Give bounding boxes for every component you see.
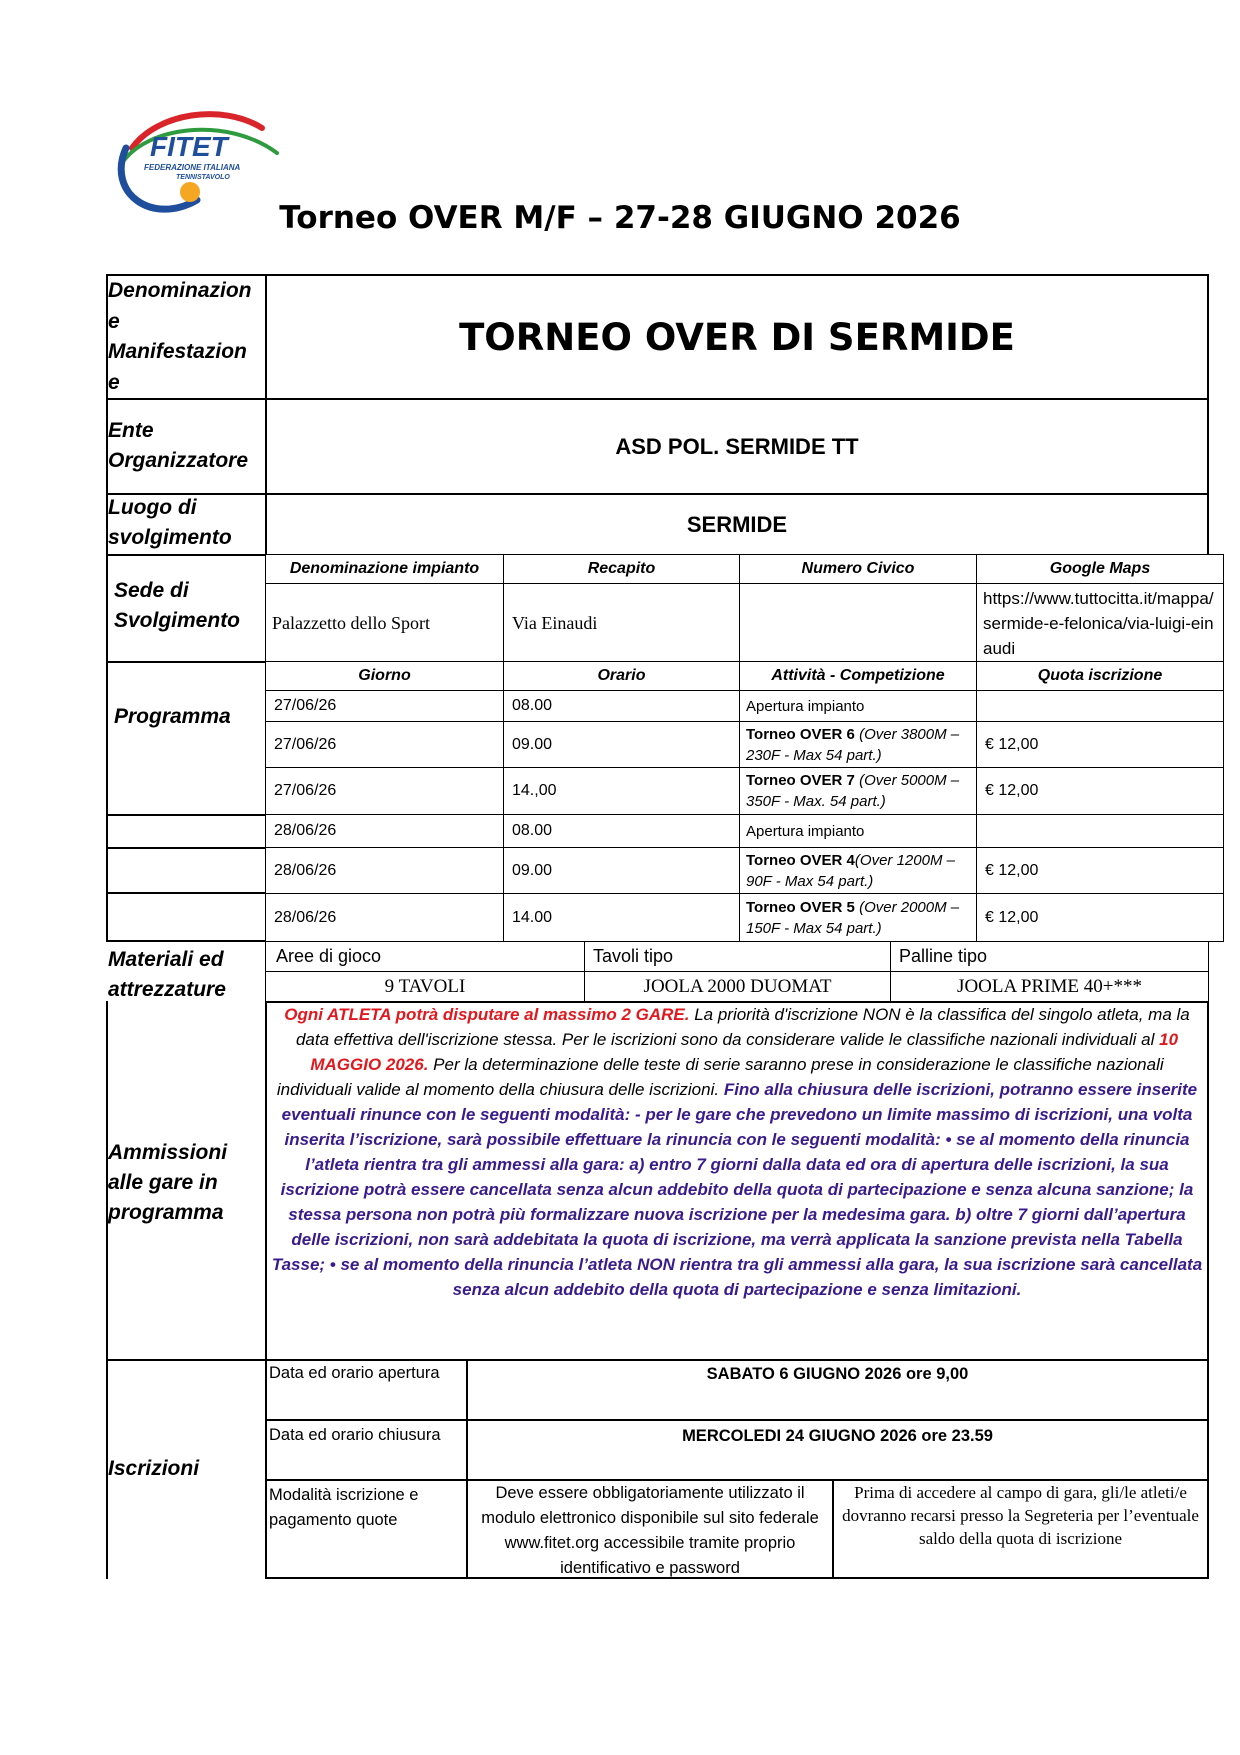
luogo-label: Luogo di svolgimento	[108, 496, 232, 549]
materiali-header-palline: Palline tipo	[890, 941, 1209, 972]
luogo-value-cell	[265, 493, 1209, 556]
iscrizioni-modalita-label: Modalità iscrizione e pagamento quote	[265, 1479, 468, 1579]
programma-row-0-fee	[976, 690, 1224, 722]
organizer-name: ASD POL. SERMIDE TT	[615, 433, 859, 459]
ammissioni-rinunce: Fino alla chiusura delle iscrizioni, potranno essere inserite eventuali rinunce con le seguenti modalità: - per le gare che prevedono un limite massimo di iscrizioni, una volta inserita l’iscrizione, sarà possibile effettuare la rinuncia con le seguenti modalità: • se al momento della rinuncia l’atleta rientra tra gli ammessi alla gara: a) entro 7 giorni dalla data ed ora di apertura delle iscrizioni, la sua iscrizione potrà essere cancellata senza alcun addebito della quota di partecipazione e senza alcuna sanzione; la stessa persona non potrà più formalizzare nuova iscrizione per la medesima gara. b) oltre 7 giorni dall’apertura delle iscrizioni, non sarà addebitata la quota di iscrizione, ma verrà applicata la sanzione prevista nella Tabella Tasse; • se al momento della rinuncia l’atleta NON rientra tra gli ammessi alla gara, la sua iscrizione sarà cancellata senza alcun addebito della quota di partecipazione e senza limitazioni.	[271, 1080, 1203, 1299]
programma-row-1-fee: € 12,00	[976, 721, 1224, 768]
ente-value-cell	[265, 398, 1209, 495]
programma-row-4-fee: € 12,00	[976, 847, 1224, 894]
programma-row-4-activity: Torneo OVER 4(Over 1200M – 90F - Max 54 part.)	[739, 847, 977, 894]
programma-row-0-day: 27/06/26	[265, 690, 504, 722]
sede-header-maps: Google Maps	[976, 554, 1224, 584]
event-name: TORNEO OVER DI SERMIDE	[459, 315, 1015, 359]
programma-row-5-day: 28/06/26	[265, 893, 504, 942]
ammissioni-data-classifica: 10 MAGGIO 2026.	[310, 1030, 1179, 1074]
programma-header-attivita: Attività - Competizione	[739, 661, 977, 691]
programma-row-1-activity: Torneo OVER 6 (Over 3800M – 230F - Max 54 part.)	[739, 721, 977, 768]
programma-spacer-1	[106, 814, 267, 849]
sede-civico-value	[739, 583, 977, 663]
location-name: SERMIDE	[686, 511, 788, 537]
programma-row-1-day: 27/06/26	[265, 721, 504, 768]
logo-line2: TENNISTAVOLO	[176, 174, 230, 181]
iscrizioni-apertura-value: SABATO 6 GIUGNO 2026 ore 9,00	[466, 1359, 1209, 1421]
materiali-header-tavoli: Tavoli tipo	[584, 941, 891, 972]
ente-label: Ente Organizzatore	[108, 419, 249, 472]
iscrizioni-note: Prima di accedere al campo di gara, gli/le atleti/e dovranno recarsi presso la Segreteria per l’eventuale saldo della quota di iscrizione	[832, 1479, 1209, 1579]
sede-header-impianto: Denominazione impianto	[265, 554, 504, 584]
programma-row-4-day: 28/06/26	[265, 847, 504, 894]
iscrizioni-modalita-value: Deve essere obbligatoriamente utilizzato il modulo elettronico disponibile sul sito federale www.fitet.org accessibile tramite proprio identificativo e password	[466, 1479, 834, 1579]
programma-header-giorno: Giorno	[265, 661, 504, 691]
logo-brand: FITET	[150, 131, 228, 162]
document-title: Torneo OVER M/F – 27-28 GIUGNO 2026	[279, 200, 961, 236]
sede-recapito-value: Via Einaudi	[503, 583, 740, 663]
programma-row-2-time: 14.,00	[503, 767, 740, 815]
sede-maps-value[interactable]	[976, 583, 1224, 663]
programma-row-2-day: 27/06/26	[265, 767, 504, 815]
programma-row-5-time: 14.00	[503, 893, 740, 942]
logo-line1: FEDERAZIONE ITALIANA	[144, 163, 241, 172]
iscrizioni-chiusura-value: MERCOLEDI 24 GIUGNO 2026 ore 23.59	[466, 1419, 1209, 1481]
iscrizioni-label: Iscrizioni	[108, 1457, 200, 1480]
programma-row-4-time: 09.00	[503, 847, 740, 894]
programma-row-0-time: 08.00	[503, 690, 740, 722]
google-maps-link[interactable]: https://www.tuttocitta.it/mappa/sermide-e-felonica/via-luigi-einaudi	[983, 589, 1214, 658]
materiali-palline-value: JOOLA PRIME 40+***	[890, 971, 1209, 1003]
programma-row-5-fee: € 12,00	[976, 893, 1224, 942]
sede-impianto-value: Palazzetto dello Sport	[265, 583, 504, 663]
iscrizioni-top-border	[106, 1359, 266, 1361]
programma-row-2-activity: Torneo OVER 7 (Over 5000M – 350F - Max. 54 part.)	[739, 767, 977, 815]
materiali-label: Materiali ed attrezzature	[108, 948, 226, 1001]
programma-header-orario: Orario	[503, 661, 740, 691]
programma-row-3-day: 28/06/26	[265, 814, 504, 848]
ammissioni-text: Ogni ATLETA potrà disputare al massimo 2 GARE. La priorità d'iscrizione NON è la classifica del singolo atleta, ma la data effettiva dell'iscrizione stessa. Per le iscrizioni sono da considerare valide le classifiche nazionali individuali al 10 MAGGIO 2026. Per la determinazione delle teste di serie saranno prese in considerazione le classifiche nazionali individuali valide al momento della chiusura delle iscrizioni. Fino alla chiusura delle iscrizioni, potranno essere inserite eventuali rinunce con le seguenti modalità: - per le gare che prevedono un limite massimo di iscrizioni, una volta inserita l’iscrizione, sarà possibile effettuare la rinuncia con le seguenti modalità: • se al momento della rinuncia l’atleta rientra tra gli ammessi alla gara: a) entro 7 giorni dalla data ed ora di apertura delle iscrizioni, la sua iscrizione potrà essere cancellata senza alcun addebito della quota di partecipazione e senza alcuna sanzione; la stessa persona non potrà più formalizzare nuova iscrizione per la medesima gara. b) oltre 7 giorni dall’apertura delle iscrizioni, non sarà addebitata la quota di iscrizione, ma verrà applicata la sanzione prevista nella Tabella Tasse; • se al momento della rinuncia l’atleta NON rientra tra gli ammessi alla gara, la sua iscrizione sarà cancellata senza alcun addebito della quota di partecipazione e senza limitazioni.	[271, 1005, 1203, 1299]
denominazione-value-cell	[265, 274, 1209, 400]
programma-row-2-fee: € 12,00	[976, 767, 1224, 815]
programma-header-quota: Quota iscrizione	[976, 661, 1224, 691]
materiali-tavoli-value: JOOLA 2000 DUOMAT	[584, 971, 891, 1003]
programma-row-1-time: 09.00	[503, 721, 740, 768]
programma-row-3-fee	[976, 814, 1224, 848]
ammissioni-label: Ammissioni alle gare in programma	[108, 1141, 228, 1224]
sede-label: Sede di Svolgimento	[114, 579, 241, 632]
programma-row-3-activity: Apertura impianto	[739, 814, 977, 848]
denominazione-label: Denominazion e Manifestazion e	[108, 279, 252, 394]
programma-label-cell	[106, 661, 267, 816]
programma-label: Programma	[114, 705, 231, 728]
materiali-header-aree: Aree di gioco	[265, 941, 585, 972]
sede-header-civico: Numero Civico	[739, 554, 977, 584]
ammissioni-max-gare: Ogni ATLETA potrà disputare al massimo 2 GARE.	[284, 1005, 690, 1024]
iscrizioni-apertura-label: Data ed orario apertura	[265, 1359, 468, 1421]
programma-row-0-activity: Apertura impianto	[739, 690, 977, 722]
programma-spacer-2	[106, 847, 267, 894]
sede-header-recapito: Recapito	[503, 554, 740, 584]
programma-row-3-time: 08.00	[503, 814, 740, 848]
programma-row-5-activity: Torneo OVER 5 (Over 2000M – 150F - Max 54 part.)	[739, 893, 977, 942]
programma-spacer-3	[106, 892, 267, 942]
materiali-aree-value: 9 TAVOLI	[265, 971, 585, 1003]
iscrizioni-chiusura-label: Data ed orario chiusura	[265, 1419, 468, 1481]
